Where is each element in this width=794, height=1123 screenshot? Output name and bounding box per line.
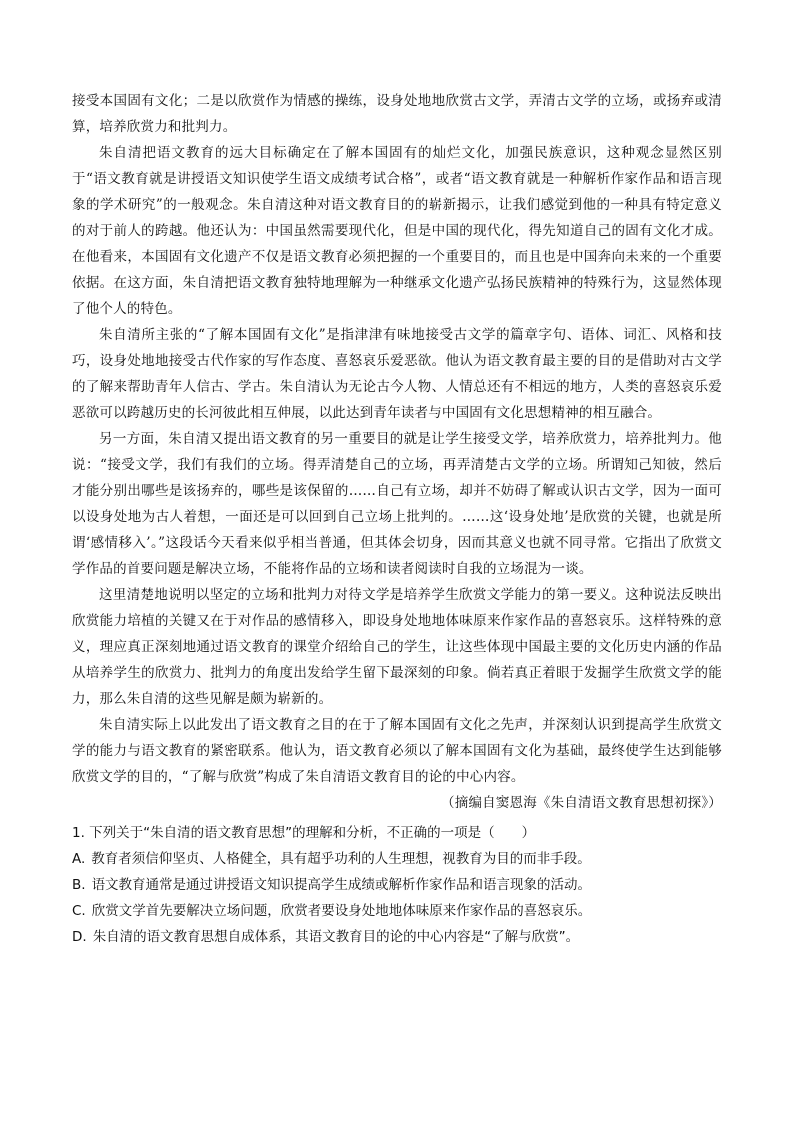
option-label: A. [72, 851, 86, 867]
reading-passage [72, 88, 722, 816]
option-text: 语文教育通常是通过讲授语文知识提高学生成绩或解析作家作品和语言现象的活动。 [91, 877, 592, 893]
question-stem: 1. 下列关于“朱自清的语文教育思想”的理解和分析，不正确的一项是（ ） [72, 825, 536, 841]
option-label: D. [72, 929, 87, 945]
passage-source: （摘编自窦恩海《朱自清语文教育思想初探》） [441, 795, 722, 811]
option-label: B. [72, 877, 86, 893]
option-text: 欣赏文学首先要解决立场问题，欣赏者要设身处地地体味原来作家作品的喜怒哀乐。 [91, 903, 592, 919]
answer-option-a [72, 846, 722, 872]
option-label: C. [72, 903, 86, 919]
passage-paragraph: 朱自清所主张的“了解本国固有文化”是指津津有味地接受古文学的篇章字句、语体、词汇、风格和技巧，设身处地地接受古代作家的写作态度、喜怒哀乐爱恶欲。他认为语文教育最主要的目的是借助对古文学的了解来帮助青年人信古、学古。朱自清认为无论古今人物、人情总还有不相远的地方，人类的喜怒哀乐爱恶欲可以跨越历史的长河彼此相互伸展，以此达到青年读者与中国固有文化思想精神的相互融合。 [72, 327, 722, 421]
document-page [72, 88, 722, 950]
passage-paragraph: 这里清楚地说明以坚定的立场和批判力对待文学是培养学生欣赏文学能力的第一要义。这种说法反映出欣赏能力培植的关键又在于对作品的感情移入，即设身处地地体味原来作家作品的喜怒哀乐。这样特殊的意义，理应真正深刻地通过语文教育的课堂介绍给自己的学生，让这些体现中国最主要的文化历史内涵的作品从培养学生的欣赏力、批判力的角度出发给学生留下最深刻的印象。倘若真正着眼于发掘学生欣赏文学的能力，那么朱自清的这些见解是颇为崭新的。 [72, 587, 722, 707]
passage-paragraph: 另一方面，朱自清又提出语文教育的另一重要目的就是让学生接受文学，培养欣赏力，培养批判力。他说：“接受文学，我们有我们的立场。得弄清楚自己的立场，再弄清楚古文学的立场。所谓知己知彼，然后才能分别出哪些是该扬弃的，哪些是该保留的……自己有立场，却并不妨碍了解或认识古文学，因为一面可以设身处地为古人着想，一面还是可以回到自己立场上批判的。……这‘设身处地’是欣赏的关键，也就是所谓‘感情移入’。”这段话今天看来似乎相当普通，但其体会切身，因而其意义也就不同寻常。它指出了欣赏文学作品的首要问题是解决立场，不能将作品的立场和读者阅读时自我的立场混为一谈。 [72, 431, 722, 577]
passage-paragraph: 接受本国固有文化；二是以欣赏作为情感的操练，设身处地地欣赏古文学，弄清古文学的立场，或扬弃或清算，培养欣赏力和批判力。 [72, 93, 722, 135]
option-text: 教育者须信仰坚贞、人格健全，具有超乎功利的人生理想，视教育为目的而非手段。 [91, 851, 591, 867]
passage-paragraph: 朱自清实际上以此发出了语文教育之目的在于了解本国固有文化之先声，并深刻认识到提高学生欣赏文学的能力与语文教育的紧密联系。他认为，语文教育必须以了解本国固有文化为基础，最终使学生达到能够欣赏文学的目的，“了解与欣赏”构成了朱自清语文教育目的论的中心内容。 [72, 717, 722, 785]
answer-option-d [72, 924, 722, 950]
answer-option-c [72, 898, 722, 924]
option-text: 朱自清的语文教育思想自成体系，其语文教育目的论的中心内容是“了解与欣赏”。 [92, 929, 580, 945]
passage-paragraph: 朱自清把语文教育的远大目标确定在了解本国固有的灿烂文化，加强民族意识，这种观念显然区别于“语文教育就是讲授语文知识使学生语文成绩考试合格”，或者“语文教育就是一种解析作家作品和语言现象的学术研究”的一般观念。朱自清这种对语文教育目的的崭新揭示，让我们感觉到他的一种具有特定意义的对于前人的跨越。他还认为：中国虽然需要现代化，但是中国的现代化，得先知道自己的固有文化才成。在他看来，本国固有文化遗产不仅是语文教育必须把握的一个重要目的，而且也是中国奔向未来的一个重要依据。在这方面，朱自清把语文教育独特地理解为一种继承文化遗产弘扬民族精神的特殊行为，这显然体现了他个人的特色。 [72, 145, 722, 317]
answer-option-b [72, 872, 722, 898]
question-block [72, 820, 722, 950]
